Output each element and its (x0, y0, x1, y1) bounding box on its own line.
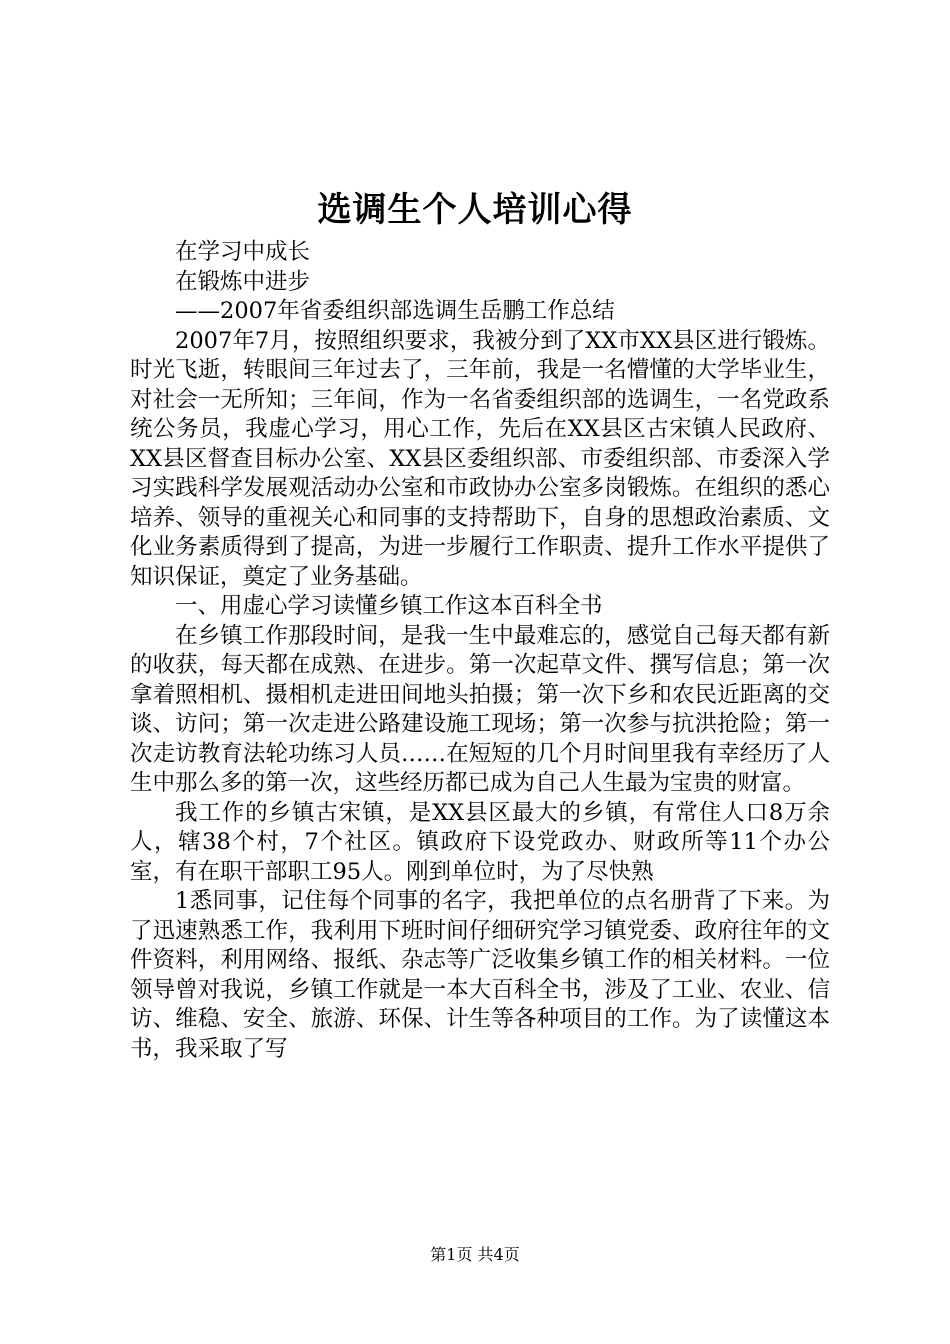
document-body (130, 238, 830, 1064)
paragraph-gusong-town: 我工作的乡镇古宋镇，是XX县区最大的乡镇，有常住人口8万余人，辖38个村，7个社区。镇政府下设党政办、财政所等11个办公室，有在职干部职工95人。刚到单位时，为了尽快熟 (130, 799, 830, 885)
subtitle-line-1: 在学习中成长 (175, 239, 311, 265)
paragraph-intro: 2007年7月，按照组织要求，我被分到了XX市XX县区进行锻炼。时光飞逝，转眼间三年过去了，三年前，我是一名懵懂的大学毕业生，对社会一无所知；三年间，作为一名省委组织部的选调生，一名党政系统公务员，我虚心学习，用心工作，先后在XX县区古宋镇人民政府、XX县区督查目标办公室、XX县区委组织部、市委组织部、市委深入学习实践科学发展观活动办公室和市政协办公室多岗锻炼。在组织的悉心培养、领导的重视关心和同事的支持帮助下，自身的思想政治素质、文化业务素质得到了提高，为进一步履行工作职责、提升工作水平提供了知识保证，奠定了业务基础。 (130, 327, 830, 590)
subtitle-line-2: 在锻炼中进步 (175, 268, 311, 295)
section-heading-1: 一、用虚心学习读懂乡镇工作这本百科全书 (175, 593, 603, 619)
paragraph-township-experience: 在乡镇工作那段时间，是我一生中最难忘的，感觉自己每天都有新的收获，每天都在成熟、在进步。第一次起草文件、撰写信息；第一次拿着照相机、摄相机走进田间地头拍摄；第一次下乡和农民近距离的交谈、访问；第一次走进公路建设施工现场；第一次参与抗洪抢险；第一次走访教育法轮功练习人员……在短短的几个月时间里我有幸经历了人生中那么多的第一次，这些经历都已成为自己人生最为宝贵的财富。 (130, 622, 830, 796)
paragraph-learning: 1悉同事，记住每个同事的名字，我把单位的点名册背了下来。为了迅速熟悉工作，我利用下班时间仔细研究学习镇党委、政府往年的文件资料，利用网络、报纸、杂志等广泛收集乡镇工作的相关材料。一位领导曾对我说，乡镇工作就是一本大百科全书，涉及了工业、农业、信访、维稳、安全、旅游、环保、计生等各种项目的工作。为了读懂这本书，我采取了写 (130, 888, 830, 1062)
page-footer: 第1页 共4页 (430, 1245, 520, 1264)
subtitle-line-3: ——2007年省委组织部选调生岳鹏工作总结 (175, 298, 615, 324)
document-title: 选调生个人培训心得 (317, 190, 633, 230)
